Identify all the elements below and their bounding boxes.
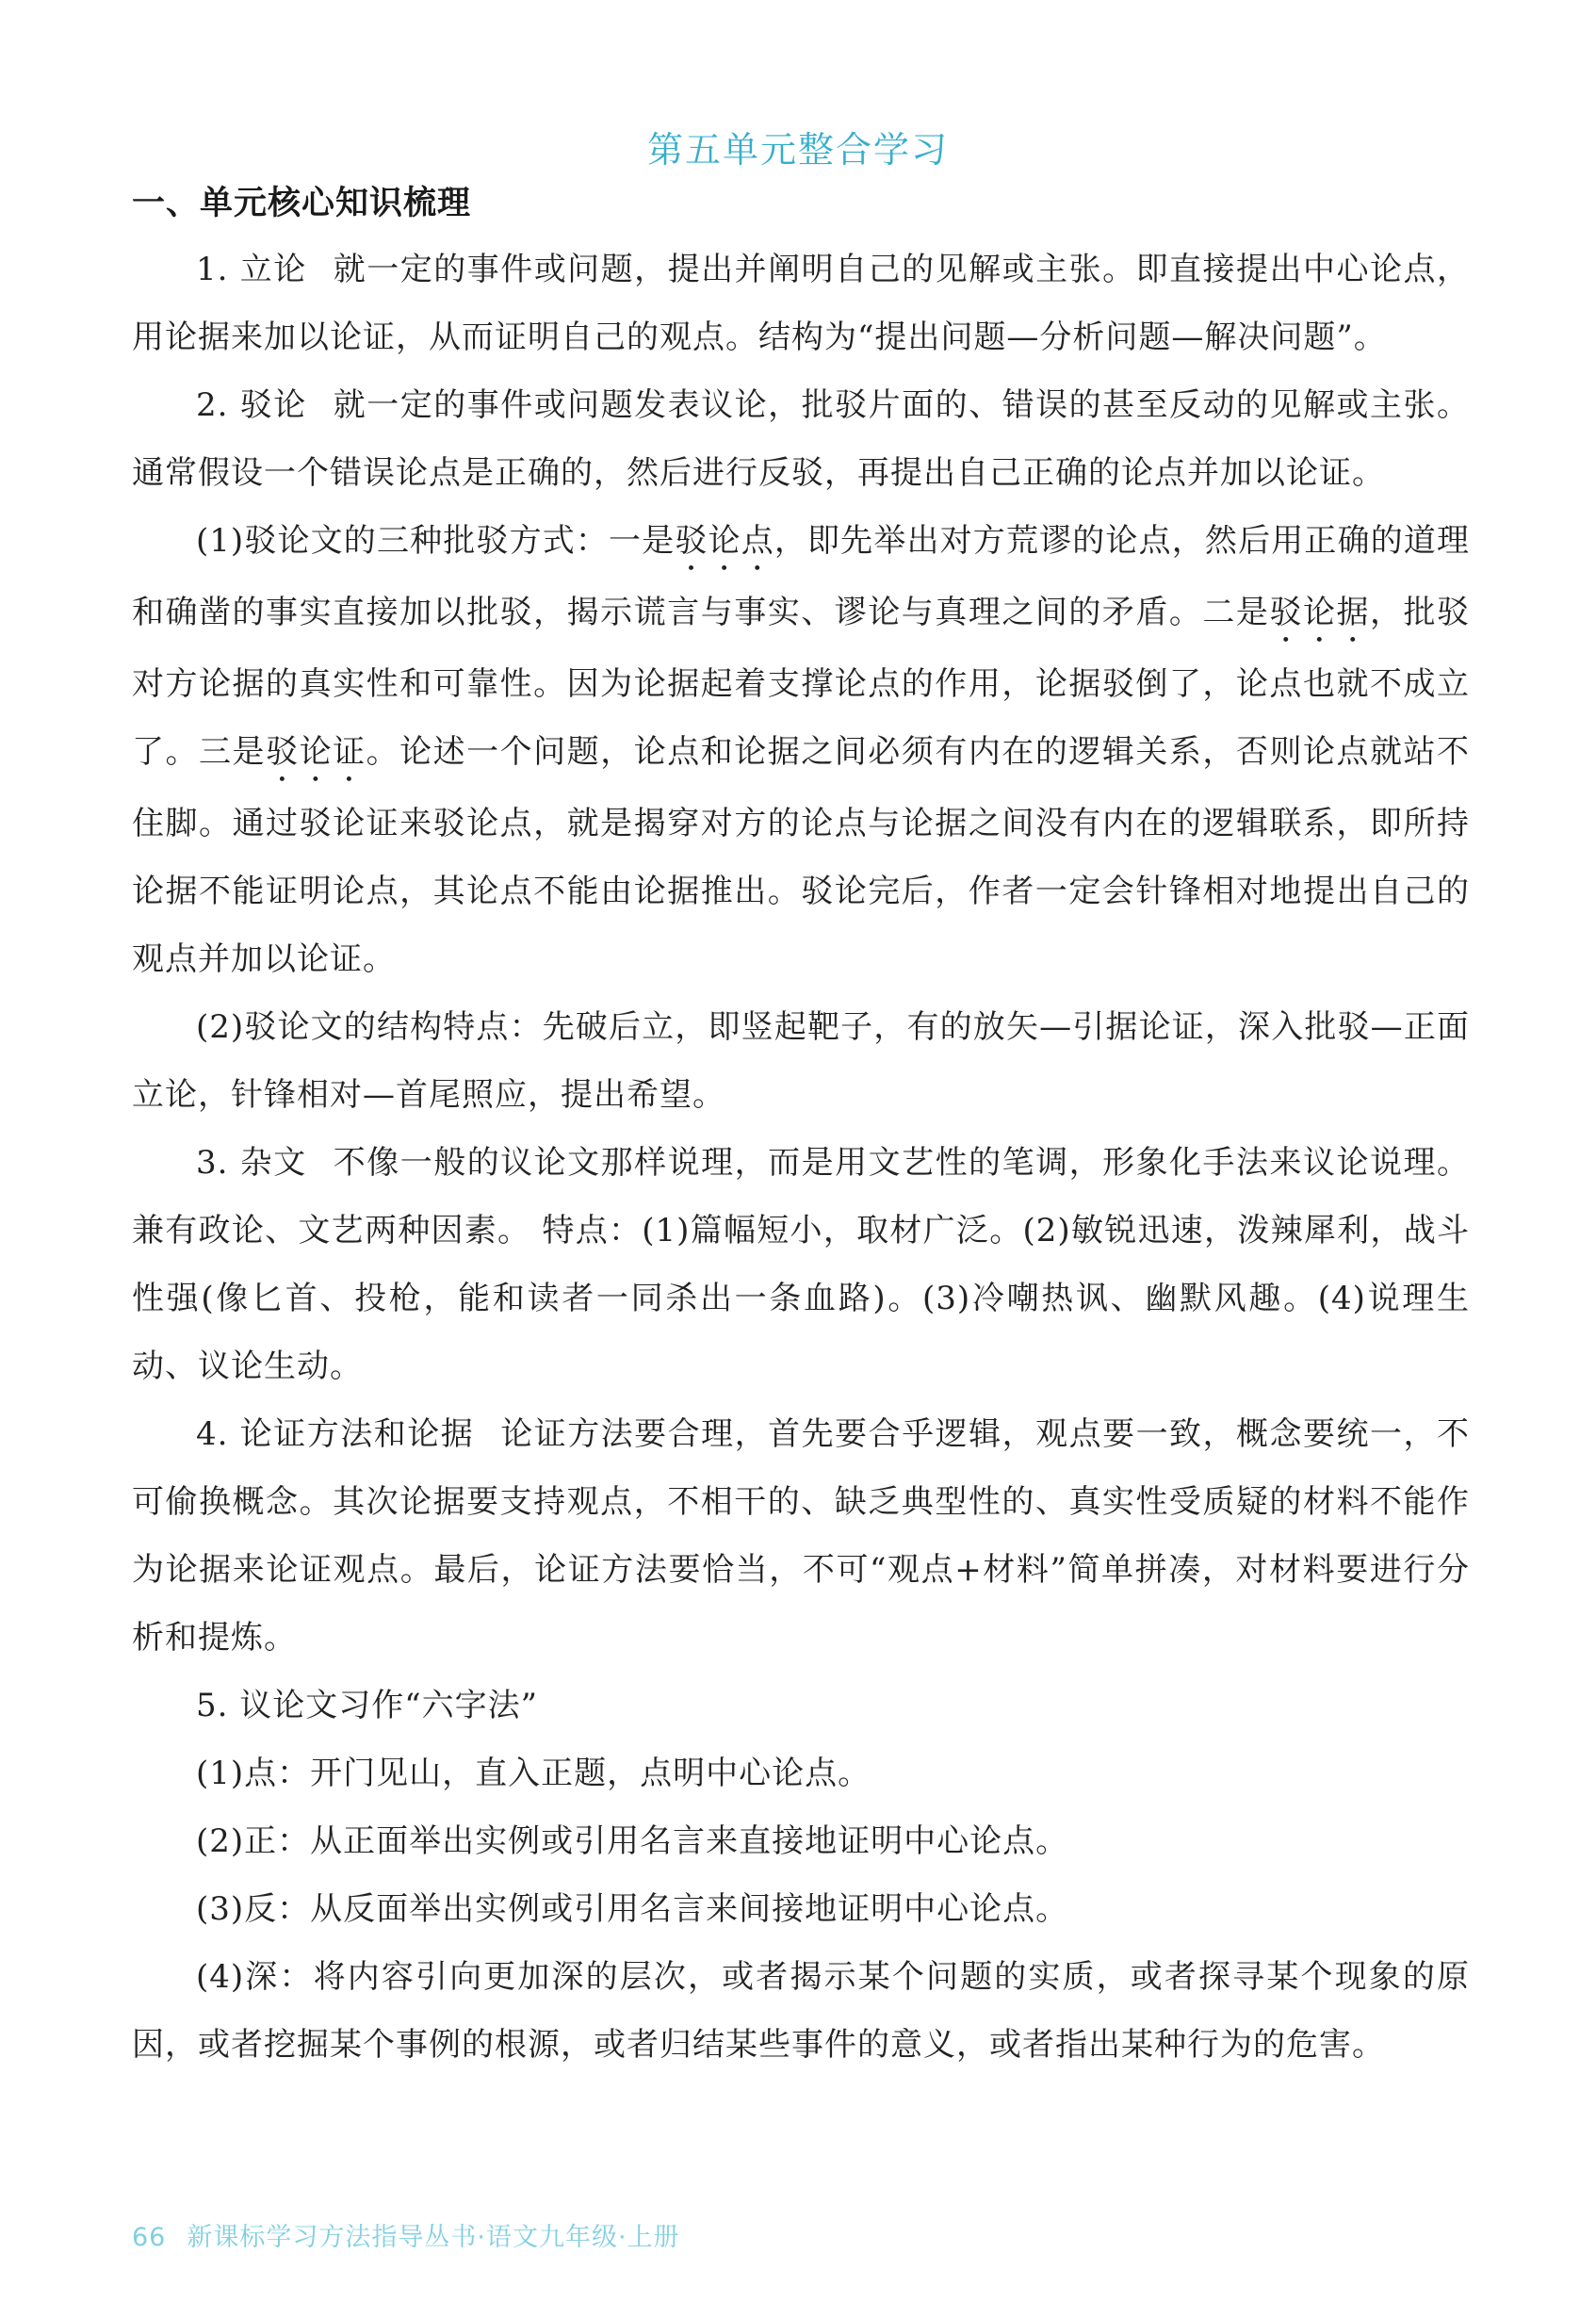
paragraph-bolun	[132, 371, 1470, 507]
body-text	[132, 236, 1470, 2079]
paragraph-text: 就一定的事件或问题，提出并阐明自己的见解或主张。即直接提出中心论点，用论据来加以论证，从而证明自己的观点。结构为“提出问题—分析问题—解决问题”。	[132, 251, 1471, 356]
paragraph-fan: (3)反：从反面举出实例或引用名言来间接地证明中心论点。	[196, 1890, 1069, 1928]
paragraph-text: (1)驳论文的三种批驳方式：一是	[196, 522, 676, 560]
paragraph-bolun-structure: (2)驳论文的结构特点：先破后立，即竖起靶子，有的放矢—引据论证，深入批驳—正面立论，针锋相对—首尾照应，提出希望。	[132, 1008, 1470, 1114]
paragraph-dian: (1)点：开门见山，直入正题，点明中心论点。	[196, 1755, 871, 1792]
paragraph-text: 论证方法要合理，首先要合乎逻辑，观点要一致，概念要统一，不可偷换概念。其次论据要支持观点，不相干的、缺乏典型性的、真实性受质疑的材料不能作为论据来论证观点。最后，论证方法要恰当，不可“观点+材料”简单拼凑，对材料要进行分析和提炼。	[132, 1415, 1471, 1657]
emphasis-bo-lunzheng: 驳论证	[266, 733, 366, 771]
paragraph-lilun	[132, 236, 1470, 371]
paragraph-bolun-methods	[132, 507, 1470, 993]
term-zawen: 3. 杂文	[196, 1144, 307, 1182]
paragraph-text: 不像一般的议论文那样说理，而是用文艺性的笔调，形象化手法来议论说理。兼有政论、文艺两种因素。 特点：(1)篇幅短小，取材广泛。(2)敏锐迅速，泼辣犀利，战斗性强(像匕首、投枪，能和读者一同杀出一条血路)。(3)冷嘲热讽、幽默风趣。(4)说理生动、议论生动。	[132, 1144, 1471, 1385]
book-title: 新课标学习方法指导丛书·语文九年级·上册	[187, 2223, 680, 2252]
page-number: 66	[132, 2223, 167, 2252]
paragraph-text: ，批驳对方论据的真实性和可靠性。因为论据起着支撑论点的作用，论据驳倒了，论点也就不成立了。三是	[132, 594, 1471, 771]
page-footer	[132, 2216, 680, 2253]
term-bolun: 2. 驳论	[196, 386, 307, 424]
paragraph-zawen	[132, 1129, 1470, 1400]
emphasis-bo-lundian: 驳论点	[675, 522, 774, 560]
paragraph-zheng: (2)正：从正面举出实例或引用名言来直接地证明中心论点。	[196, 1822, 1069, 1860]
term-lunzheng: 4. 论证方法和论据	[196, 1415, 475, 1453]
paragraph-lunzheng	[132, 1400, 1470, 1672]
paragraph-text: ，即先举出对方荒谬的论点，然后用正确的道理和确凿的事实直接加以批驳，揭示谎言与事实、谬论与真理之间的矛盾。二是	[132, 522, 1471, 631]
paragraph-text: 。论述一个问题，论点和论据之间必须有内在的逻辑关系，否则论点就站不住脚。通过驳论证来驳论点，就是揭穿对方的论点与论据之间没有内在的逻辑联系，即所持论据不能证明论点，其论点不能由论据推出。驳论完后，作者一定会针锋相对地提出自己的观点并加以论证。	[132, 733, 1471, 978]
term-lilun: 1. 立论	[196, 251, 307, 288]
paragraph-shen: (4)深：将内容引向更加深的层次，或者揭示某个问题的实质，或者探寻某个现象的原因，或者挖掘某个事例的根源，或者归结某些事件的意义，或者指出某种行为的危害。	[132, 1958, 1470, 2064]
page-title: 第五单元整合学习	[646, 129, 949, 171]
paragraph-text: 就一定的事件或问题发表议论，批驳片面的、错误的甚至反动的见解或主张。通常假设一个错误论点是正确的，然后进行反驳，再提出自己正确的论点并加以论证。	[132, 386, 1471, 492]
section-heading: 一、单元核心知识梳理	[132, 185, 472, 222]
paragraph-liuzifa: 5. 议论文习作“六字法”	[196, 1687, 539, 1724]
emphasis-bo-lunju: 驳论据	[1269, 594, 1370, 631]
